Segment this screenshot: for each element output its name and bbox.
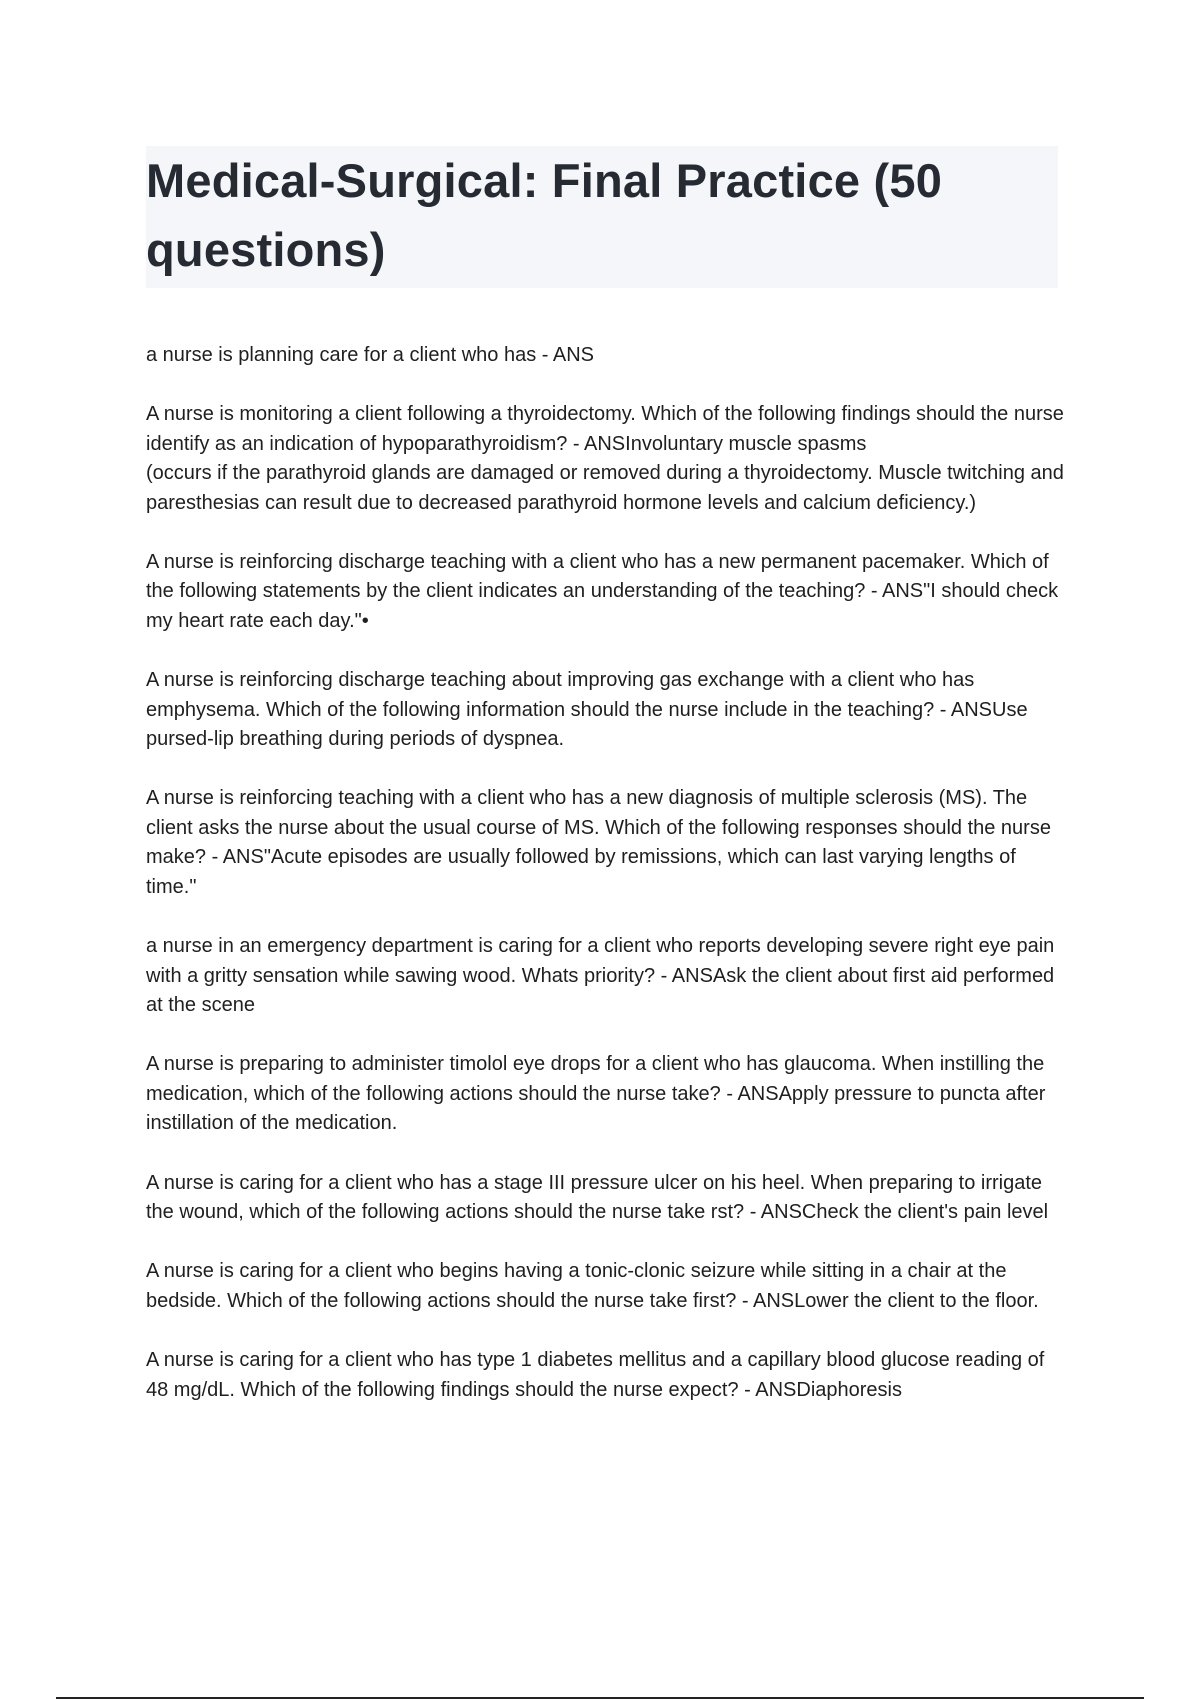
question-answer-item: A nurse is reinforcing discharge teaching about improving gas exchange with a client who has emphysema. Which of the following information should the nurse include in the teaching? - ANSUse pursed-lip breathing during periods of dyspnea. xyxy=(146,669,1034,751)
question-answer-item: A nurse is caring for a client who has type 1 diabetes mellitus and a capillary blood glucose reading of 48 mg/dL. Which of the following findings should the nurse expect? - ANSDiaphoresis xyxy=(146,1349,1050,1401)
question-answer-item: A nurse is reinforcing teaching with a client who has a new diagnosis of multiple sclerosis (MS). The client asks the nurse about the usual course of MS. Which of the following responses should the nurse make? - ANS"Acute episodes are usually followed by remissions, which can last varying lengths of time." xyxy=(146,787,1057,898)
page-title: Medical-Surgical: Final Practice (50 questions) xyxy=(146,154,943,276)
question-answer-item: a nurse is planning care for a client who has - ANS xyxy=(146,344,595,366)
question-list xyxy=(146,341,1066,1435)
question-answer-item: A nurse is preparing to administer timolol eye drops for a client who has glaucoma. When instilling the medication, which of the following actions should the nurse take? - ANSApply pressure to puncta after instillation of the medication. xyxy=(146,1053,1051,1135)
question-answer-item: a nurse in an emergency department is caring for a client who reports developing severe right eye pain with a gritty sensation while sawing wood. Whats priority? - ANSAsk the client about first aid performed at the scene xyxy=(146,935,1060,1016)
footer-divider xyxy=(56,1697,1144,1699)
question-answer-item: A nurse is monitoring a client following a thyroidectomy. Which of the following findings should the nurse identify as an indication of hypoparathyroidism? - ANSInvoluntary muscle spasms (occurs if the parathyroid glands are damaged or removed during a thyroidectomy. Muscle twitching and paresthesias can result due to decreased parathyroid hormone levels and calcium deficiency.) xyxy=(146,403,1064,514)
question-answer-item: A nurse is caring for a client who has a stage III pressure ulcer on his heel. When preparing to irrigate the wound, which of the following actions should the nurse take rst? - ANSCheck the client's pain level xyxy=(146,1171,1049,1223)
title-banner xyxy=(146,146,1058,288)
question-answer-item: A nurse is caring for a client who begins having a tonic-clonic seizure while sitting in a chair at the bedside. Which of the following actions should the nurse take first? - ANSLower the client to the floor. xyxy=(146,1260,1039,1312)
question-answer-item: A nurse is reinforcing discharge teaching with a client who has a new permanent pacemaker. Which of the following statements by the client indicates an understanding of the teaching? - ANS"I should check my heart rate each day."• xyxy=(146,551,1064,632)
